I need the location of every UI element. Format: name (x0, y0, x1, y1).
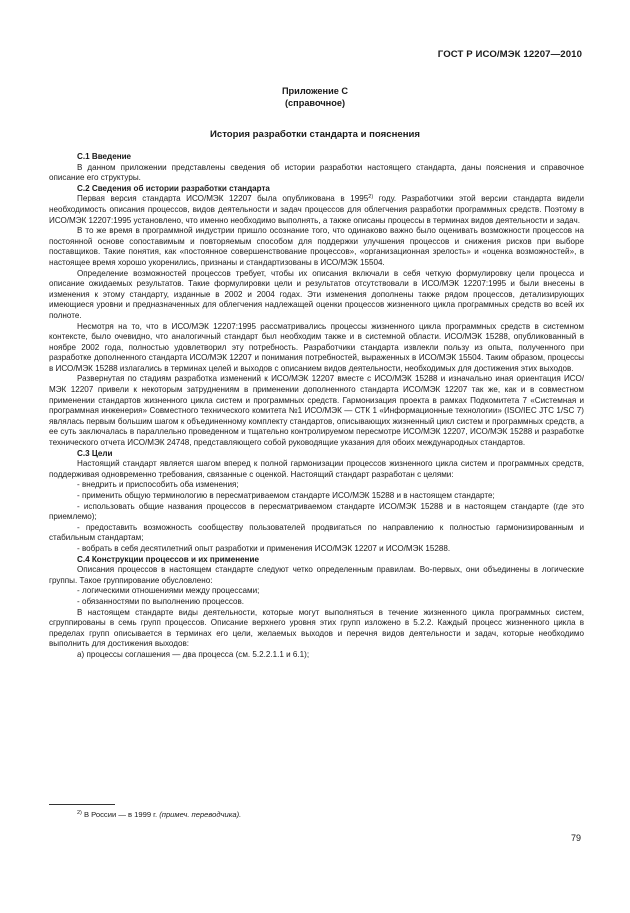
paragraph: Определение возможностей процессов требует, чтобы их описания включали в себя четкую формулировку цели процесса и описание ожидаемых результатов. Такие формулировки цели и результатов отсутствовали в ИСО/МЭК 12207:1995 и были внесены в изменения к этому стандарту, изданные в 2002 и 2004 годах. Эти изменения дополнены также рядом процессов, детализирующих имеющиеся уровни и предназначенных для облегчения надлежащей оценки процессов жизненного цикла программных средств во всей их полноте. (49, 268, 584, 320)
annex-subtitle: (справочное) (284, 98, 345, 108)
annex-heading (0, 85, 630, 109)
paragraph: Описания процессов в настоящем стандарте следуют четко определенным правилам. Во-первых, они объединены в логические группы. Такое группирование обусловлено: (49, 565, 584, 585)
list-item: - логическими отношениями между процессами; (77, 586, 260, 596)
list-item: - предоставить возможность сообществу пользователей продвигаться по направлению к полностью гармонизированным и стабильным стандартам; (49, 522, 584, 543)
list-item: - использовать общие названия процессов в пересматриваемом стандарте ИСО/МЭК 15288 и в настоящем стандарте (где это приемлемо); (49, 501, 584, 522)
list-item: - внедрить и приспособить оба изменения; (77, 480, 239, 490)
list-item: - вобрать в себя десятилетний опыт разработки и применения ИСО/МЭК 12207 и ИСО/МЭК 15288. (77, 543, 451, 553)
standard-header: ГОСТ Р ИСО/МЭК 12207—2010 (437, 49, 582, 60)
footnote-note: (примеч. переводчика). (159, 810, 242, 819)
paragraph: В данном приложении представлены сведения об истории разработки настоящего стандарта, даны пояснения и справочное описание его структуры. (49, 162, 584, 183)
paragraph-text: году. Разработчики этой версии стандарта видели необходимость описания процессов, видов деятельности и задач процессов для облегчения разработки программных средств. Поэтому в ИСО/МЭК 12207:1995 установлено, что именно необходимо выполнять, а также описаны процессы в терминах видов деятельности и задач. (49, 194, 584, 225)
paragraph: В настоящем стандарте виды деятельности, которые могут выполняться в течение жизненного цикла программных систем, сгруппированы в семь групп процессов. Описание верхнего уровня этих групп изложено в 5.2.2. Каждый процесс жизненного цикла в пределах групп описывается в терминах его цели, желаемых выходов и перечня видов деятельности и задач, которые необходимо выполнить для достижения выходов: (49, 607, 584, 649)
section-heading-c1: С.1 Введение (77, 152, 132, 161)
paragraph (49, 194, 584, 226)
paragraph-text: Первая версия стандарта ИСО/МЭК 12207 была опубликована в 1995 (77, 194, 369, 204)
footnote-mark: 2) (77, 810, 82, 816)
page-number: 79 (570, 833, 581, 843)
footnote-text: В России — в 1999 г. (81, 810, 160, 819)
paragraph: Настоящий стандарт является шагом вперед к полной гармонизации процессов жизненного цикла систем и программных средств, поддерживая одновременно требования, связанные с оценкой. Настоящий стандарт разработан с целями: (49, 459, 584, 479)
paragraph: Несмотря на то, что в ИСО/МЭК 12207:1995 рассматривались процессы жизненного цикла программных средств в системном контексте, было очевидно, что аналогичный стандарт был необходим также и в системной области. ИСО/МЭК 15288, опубликованный в ноябре 2002 года, полностью удовлетворил эту потребность. Разработчики стандарта извлекли пользу из опыта, полученного при разработке дополненного стандарта ИСО/МЭК 12207 и понимания потребностей, выраженных в ИСО/МЭК 15504. Таким образом, процессы в ИСО/МЭК 15288 излагались в терминах целей и выходов с описанием видов деятельности, необходимых для достижения этих выходов. (49, 321, 584, 373)
list-item: а) процессы соглашения — два процесса (см. 5.2.2.1.1 и 6.1); (77, 649, 310, 659)
footnote (77, 810, 241, 819)
footnote-ref: 2) (368, 194, 374, 201)
paragraph: В то же время в программной индустрии пришло осознание того, что одинаково важно было оценивать возможности процессов на постоянной основе сопоставимым и повторяемым способом для поддержки улучшения процессов и снижения рисков при выборе поставщиков. Такие понятия, как «постоянное совершенствование процессов», «организационная зрелость» и «оценка возможностей», в настоящее время хорошо укоренились, признаны и стандартизованы в ИСО/МЭК 15504. (49, 226, 584, 267)
paragraph: Развернутая по стадиям разработка изменений к ИСО/МЭК 12207 вместе с ИСО/МЭК 15288 и изначально иная ориентация ИСО/МЭК 12207 привели к некоторым затруднениям в применении дополненного стандарта ИСО/МЭК 12207 так же, как и в совместном применении стандартов жизненного цикла систем и программных средств. Гармонизация проекта в рамках Подкомитета 7 «Системная и программная инженерия» Совместного технического комитета №1 ИСО/МЭК — СТК 1 «Информационные технологии» (ISO/IEC JTC 1/SC 7) являлась первым большим шагом к объединенному комплекту стандартов, описывающих жизненный цикл систем и программных средств, а ее суть заключалась в параллельно проведенном и тщательно контролируемом пересмотре ИСО/МЭК 12207, ИСО/МЭК 15288 и разработке технического отчета ИСО/МЭК 24748, представляющего собой руководящие указания для обоих международных стандартов. (49, 374, 584, 448)
list-item: - обязанностями по выполнению процессов. (77, 596, 245, 606)
page-title: История разработки стандарта и пояснения (209, 129, 421, 140)
section-heading-c3: С.3 Цели (77, 448, 113, 458)
section-heading-c4: С.4 Конструкции процессов и их применение (77, 554, 259, 564)
document-body (49, 152, 584, 661)
list-item: - применить общую терминологию в пересматриваемом стандарте ИСО/МЭК 15288 и в настоящем стандарте; (77, 491, 495, 500)
annex-title: Приложение С (281, 86, 349, 96)
footnote-divider (49, 804, 115, 805)
section-heading-c2: С.2 Сведения об истории разработки стандарта (77, 183, 270, 193)
